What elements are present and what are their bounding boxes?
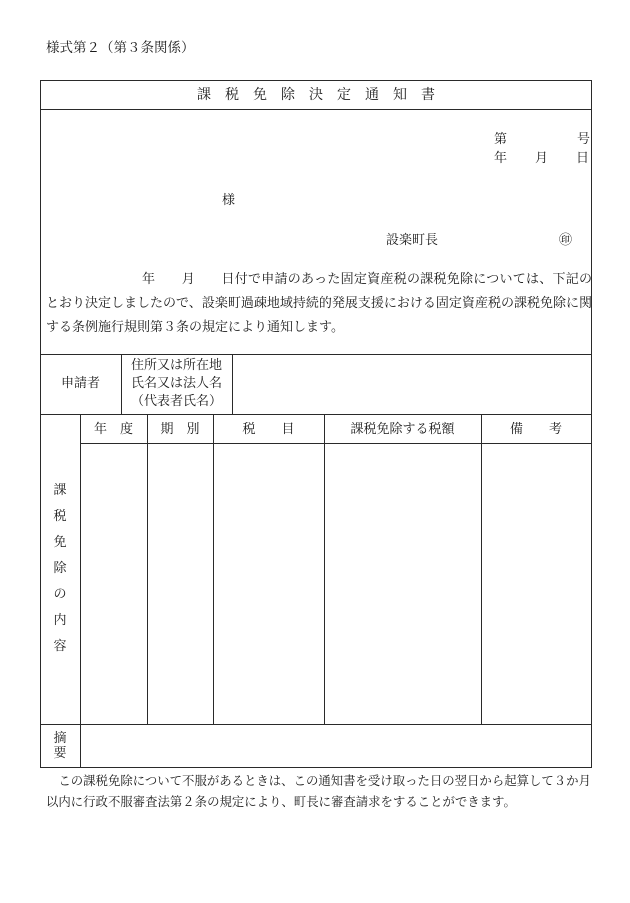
col-exempt-amount: 課税免除する税額 [350, 422, 455, 437]
applicant-name-label: 氏名又は法人名 [130, 376, 222, 391]
appeal-notice: この課税免除について不服があるときは、この通知書を受け取った日の翌日から起算して３か月以内に行政不服審査法第２条の規定により、町長に審査請求をすることができます。 [46, 773, 591, 809]
doc-number-go: 号 [577, 132, 591, 147]
summary-label: 摘 要 [53, 731, 67, 761]
applicant-rep-label: （代表者氏名） [130, 394, 222, 409]
document-title: 課 税 免 除 決 定 通 知 書 [197, 87, 435, 103]
col-fiscal-year: 年 度 [93, 422, 133, 437]
date-month: 月 [535, 151, 549, 166]
details-vertical-label: 課 税 免 除 の 内 容 [53, 483, 67, 654]
col-period: 期 別 [160, 422, 200, 437]
addressee-suffix: 様 [222, 193, 236, 208]
date-year: 年 [494, 151, 508, 166]
col-remarks: 備 考 [509, 422, 562, 437]
date-day: 日 [576, 151, 590, 166]
seal-mark: ㊞ [559, 233, 573, 248]
notice-body: 年 月 日付で申請のあった固定資産税の課税免除については、下記のとおり決定しましたので、設楽町過疎地域持続的発展支援における固定資産税の課税免除に関する条例施行規則第３条の規定により通知します。 [46, 272, 592, 335]
doc-number-dai: 第 [494, 132, 508, 147]
applicant-address-label: 住所又は所在地 [130, 358, 222, 373]
form-number: 様式第２（第３条関係） [46, 40, 195, 56]
applicant-label: 申請者 [60, 376, 100, 391]
col-tax-item: 税 目 [242, 422, 295, 437]
issuer-title: 設楽町長 [386, 233, 439, 248]
